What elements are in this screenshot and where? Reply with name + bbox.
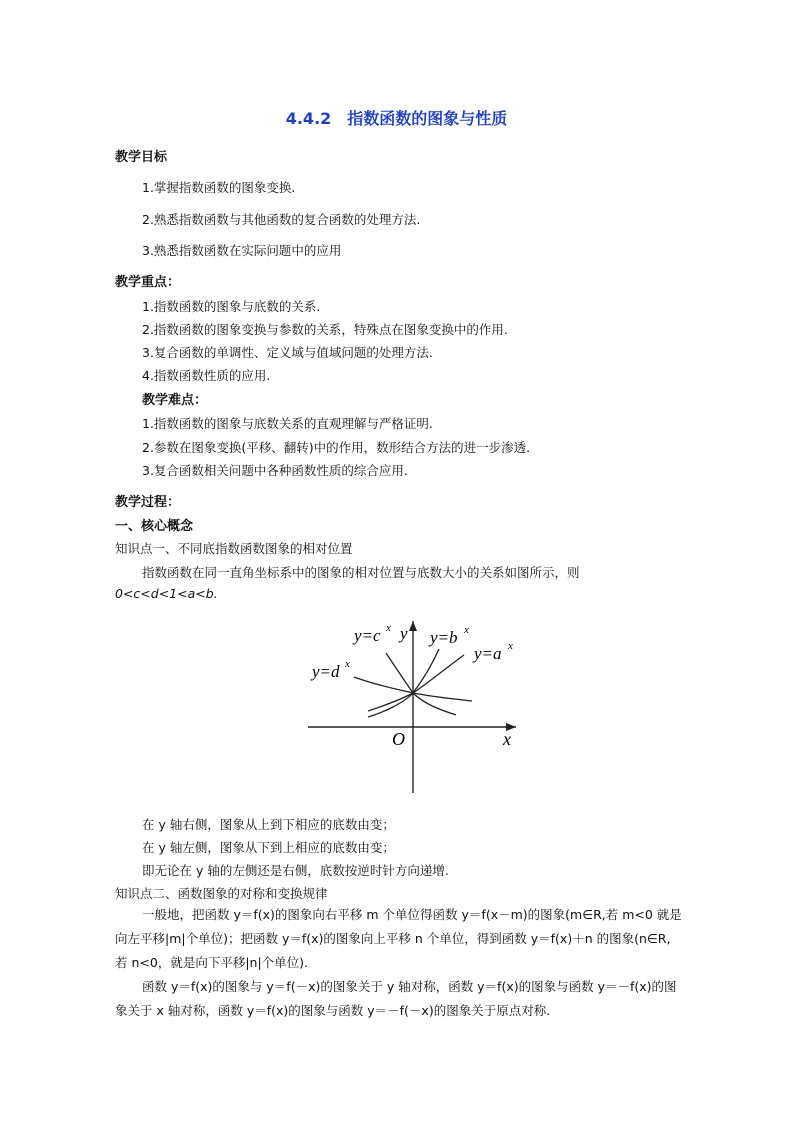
label-c: y=c [354, 626, 381, 645]
curve-a [368, 655, 464, 711]
y-axis-arrow [409, 621, 417, 631]
core-concept-heading: 一、核心概念 [115, 519, 194, 534]
process-heading: 教学过程： [115, 495, 181, 510]
difficulty-item: 3.复合函数相关问题中各种函数性质的综合应用. [142, 463, 408, 478]
goal-item: 3.熟悉指数函数在实际问题中的应用 [142, 243, 342, 258]
translation-rule-paragraph: 一般地，把函数 y＝f(x)的图象向右平移 m 个单位得函数 y＝f(x－m)的图象(m∈R,若 m<0 就是向左平移|m|个单位)；把函数 y＝f(x)的图象向上平移 n 个单位，得到函数 y＝f(x)＋n 的图象(n∈R, 若 n<0，就是向下平移|n|个单位). [115, 907, 682, 970]
note-left-side: 在 y 轴左侧，图象从下到上相应的底数由变； [142, 840, 395, 855]
key-point-item: 3.复合函数的单调性、定义域与值域问题的处理方法. [142, 345, 433, 360]
note-right-side: 在 y 轴右侧，图象从上到下相应的底数由变； [142, 817, 395, 832]
label-b: y=b [430, 628, 458, 647]
label-d: y=d [312, 662, 340, 681]
knowledge-point-2-title: 知识点二、函数图象的对称和变换规律 [115, 886, 328, 901]
difficulties-heading: 教学难点： [142, 393, 208, 408]
label-y-axis: y [400, 624, 408, 643]
label-x-axis: x [503, 729, 511, 749]
label-d-exponent: x [345, 658, 350, 670]
goals-heading: 教学目标 [115, 150, 168, 165]
key-point-item: 2.指数函数的图象变换与参数的关系，特殊点在图象变换中的作用. [142, 322, 508, 337]
symmetry-rule-paragraph: 函数 y＝f(x)的图象与 y＝f(－x)的图象关于 y 轴对称，函数 y＝f(x)的图象与函数 y＝－f(x)的图象关于 x 轴对称，函数 y＝f(x)的图象与函数 y＝－f(－x)的图象关于原点对称. [115, 979, 677, 1018]
difficulty-item: 2.参数在图象变换(平移、翻转)中的作用，数形结合方法的进一步渗透. [142, 440, 531, 455]
key-points-heading: 教学重点： [115, 275, 181, 290]
base-order-condition: 0<c<d<1<a<b. [115, 586, 218, 601]
note-summary: 即无论在 y 轴的左侧还是右侧，底数按逆时针方向递增. [142, 863, 449, 878]
goal-item: 2.熟悉指数函数与其他函数的复合函数的处理方法. [142, 212, 421, 227]
difficulty-item: 1.指数函数的图象与底数关系的直观理解与严格证明. [142, 416, 433, 431]
key-point-item: 1.指数函数的图象与底数的关系. [142, 299, 321, 314]
knowledge-point-1-title: 知识点一、不同底指数函数图象的相对位置 [115, 541, 353, 556]
exponential-graph-figure [294, 607, 530, 805]
label-c-exponent: x [386, 622, 391, 634]
key-point-item: 4.指数函数性质的应用. [142, 368, 271, 383]
label-origin: O [392, 729, 405, 749]
knowledge-point-1-text: 指数函数在同一直角坐标系中的图象的相对位置与底数大小的关系如图所示，则 [142, 565, 580, 580]
goal-item: 1.掌握指数函数的图象变换. [142, 180, 296, 195]
page-title: 4.4.2 指数函数的图象与性质 [285, 109, 508, 128]
label-a-exponent: x [508, 640, 513, 652]
label-a: y=a [474, 644, 502, 663]
label-b-exponent: x [464, 624, 469, 636]
